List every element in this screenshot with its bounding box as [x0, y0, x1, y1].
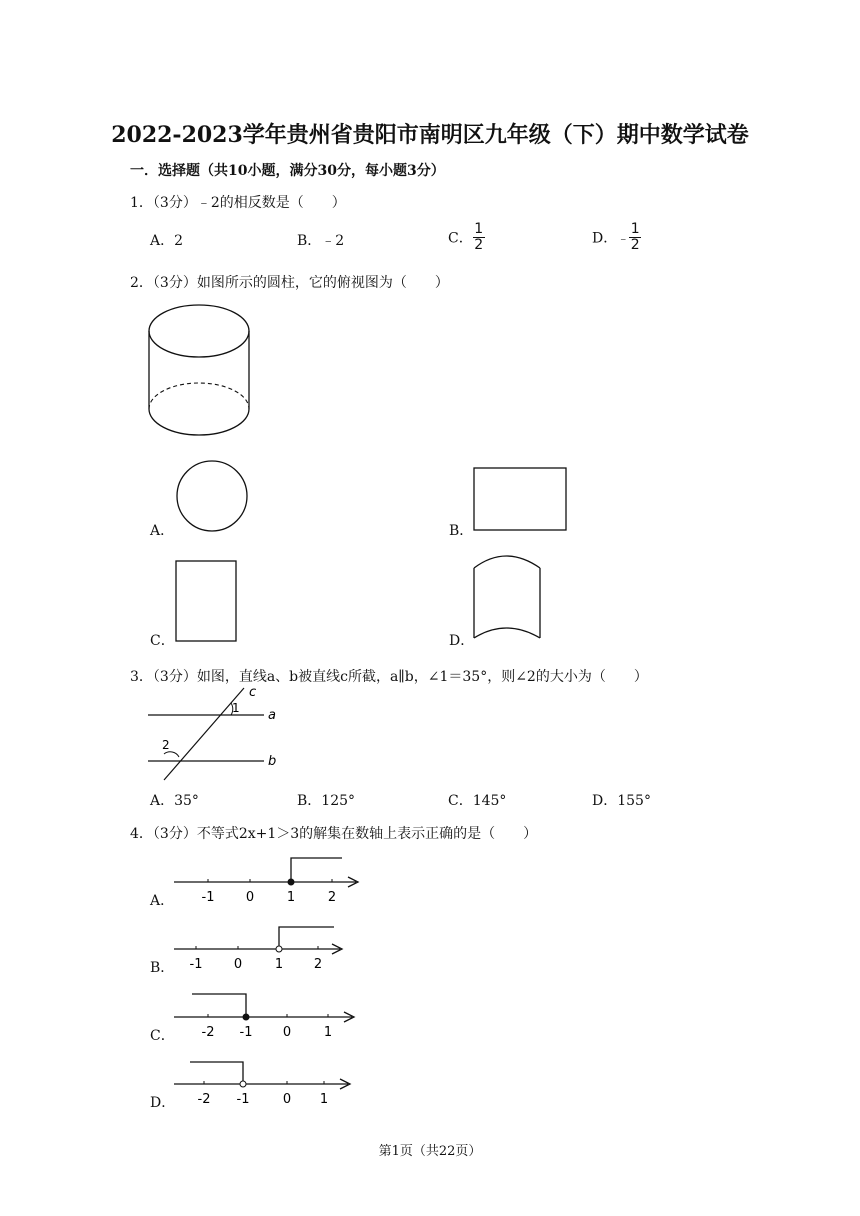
- fraction-numerator: 1: [630, 221, 640, 237]
- tick-label: 0: [282, 1092, 292, 1107]
- q1-option-c[interactable]: [448, 222, 485, 253]
- q3-option-a[interactable]: A．35°: [150, 793, 199, 809]
- fraction-numerator: 1: [474, 221, 484, 237]
- q4-option-c[interactable]: C．: [150, 1028, 175, 1044]
- question-1-stem: 1．（3分）﹣2的相反数是（ ）: [130, 195, 346, 211]
- tick-label: 2: [327, 890, 337, 905]
- line-a-label: a: [268, 708, 276, 723]
- page-footer: 第1页（共22页）: [378, 1144, 482, 1159]
- tick-label: 0: [233, 957, 243, 972]
- tick-label: 1: [323, 1025, 333, 1040]
- parallel-lines-figure: [146, 684, 286, 784]
- tick-label: -2: [201, 1025, 215, 1040]
- q4-option-a[interactable]: A．: [150, 893, 175, 909]
- tick-label: 1: [319, 1092, 329, 1107]
- q4-option-d[interactable]: D．: [150, 1095, 176, 1111]
- q4-option-b[interactable]: B．: [150, 960, 175, 976]
- q2-option-a-circle[interactable]: [174, 458, 250, 534]
- q2-option-c[interactable]: C．: [150, 633, 175, 649]
- tick-label: -1: [239, 1025, 253, 1040]
- tick-label: 1: [286, 890, 296, 905]
- question-3-stem: 3．（3分）如图，直线a、b被直线c所截，a∥b，∠1＝35°，则∠2的大小为（ ）: [130, 669, 648, 685]
- q2-option-a[interactable]: A．: [150, 523, 175, 539]
- q1-option-d-fraction: [629, 222, 641, 253]
- tick-label: -1: [189, 957, 203, 972]
- fraction-denominator: 2: [474, 237, 484, 253]
- tick-label: 2: [313, 957, 323, 972]
- q1-option-d-sign: ﹣: [617, 231, 630, 245]
- q2-option-d-curved-shape[interactable]: [470, 552, 546, 646]
- q1-option-c-label: C．: [448, 230, 473, 247]
- q1-option-a[interactable]: A．2: [150, 233, 184, 249]
- q1-option-d[interactable]: [592, 222, 641, 253]
- q2-option-d[interactable]: D．: [449, 633, 475, 649]
- line-c-label: c: [249, 685, 257, 700]
- q2-option-c-rectangle[interactable]: [173, 558, 241, 644]
- tick-label: 0: [282, 1025, 292, 1040]
- q2-option-b-rectangle[interactable]: [472, 466, 570, 534]
- tick-label: -1: [201, 890, 215, 905]
- section-heading: 一．选择题（共10小题，满分30分，每小题3分）: [130, 163, 445, 179]
- fraction-denominator: 2: [630, 237, 640, 253]
- q1-option-c-fraction: [473, 222, 485, 253]
- q3-option-c[interactable]: C．145°: [448, 793, 507, 809]
- q3-option-d[interactable]: D．155°: [592, 793, 651, 809]
- cylinder-figure: [140, 298, 260, 448]
- q1-option-b[interactable]: B．﹣2: [297, 233, 345, 249]
- line-b-label: b: [268, 754, 277, 769]
- question-4-stem: 4．（3分）不等式2x+1＞3的解集在数轴上表示正确的是（ ）: [130, 826, 538, 842]
- angle-2-label: 2: [162, 738, 170, 752]
- q1-option-d-label: D．: [592, 230, 618, 247]
- q4-option-c-number-line[interactable]: [170, 988, 362, 1042]
- angle-1-label: 1: [232, 701, 240, 715]
- tick-label: -2: [197, 1092, 211, 1107]
- tick-label: 0: [245, 890, 255, 905]
- q4-option-b-number-line[interactable]: [170, 921, 362, 975]
- tick-label: -1: [236, 1092, 250, 1107]
- q4-option-a-number-line[interactable]: [170, 852, 362, 908]
- tick-label: 1: [274, 957, 284, 972]
- q2-option-b[interactable]: B．: [449, 523, 474, 539]
- q3-option-b[interactable]: B．125°: [297, 793, 356, 809]
- q4-option-d-number-line[interactable]: [170, 1056, 362, 1110]
- question-2-stem: 2．（3分）如图所示的圆柱，它的俯视图为（ ）: [130, 275, 449, 291]
- page-title: 2022-2023学年贵州省贵阳市南明区九年级（下）期中数学试卷: [111, 122, 749, 148]
